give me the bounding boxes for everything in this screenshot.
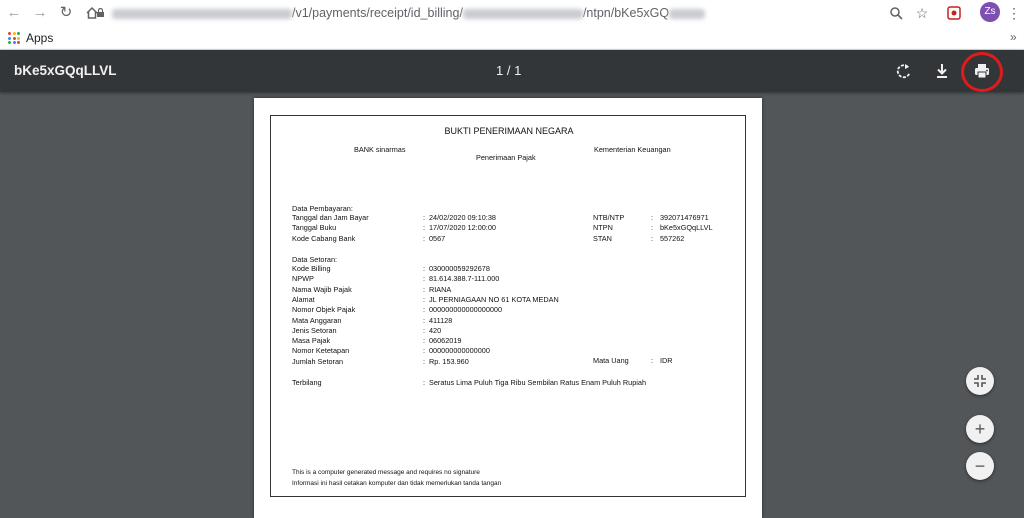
currency-label: Mata Uang bbox=[593, 356, 629, 365]
fit-page-icon bbox=[973, 374, 987, 388]
row-value: 411128 bbox=[429, 315, 453, 325]
row-label: Jenis Setoran bbox=[292, 325, 337, 335]
row-value: 557262 bbox=[660, 233, 685, 243]
terbilang-label: Terbilang bbox=[292, 378, 322, 387]
row-label: Jumlah Setoran bbox=[292, 356, 344, 366]
terbilang-colon: : bbox=[423, 378, 426, 387]
row-value: 000000000000000 bbox=[429, 346, 490, 356]
row-value: 0567 bbox=[429, 233, 446, 243]
apps-icon[interactable] bbox=[8, 32, 20, 44]
row-label: Mata Anggaran bbox=[292, 315, 342, 325]
row-colon: : bbox=[423, 315, 426, 325]
zoom-out-button[interactable]: − bbox=[966, 452, 994, 480]
currency-value: IDR bbox=[660, 356, 673, 365]
rotate-icon[interactable] bbox=[894, 61, 914, 81]
url-path-1: /v1/payments/receipt/id_billing/ bbox=[292, 6, 463, 20]
row-colon: : bbox=[423, 356, 426, 366]
row-colon: : bbox=[651, 213, 654, 222]
row-colon: : bbox=[423, 305, 426, 315]
bookmarks-more-icon[interactable]: » bbox=[1010, 30, 1017, 44]
row-label: NPWP bbox=[292, 274, 314, 284]
row-value: RIANA bbox=[429, 284, 452, 294]
row-value: JL PERNIAGAAN NO 61 KOTA MEDAN bbox=[429, 294, 559, 304]
reload-icon[interactable]: ↻ bbox=[59, 4, 73, 21]
section-payment: Data Pembayaran: bbox=[292, 204, 353, 213]
row-label: Nomor Ketetapan bbox=[292, 346, 350, 356]
forward-icon[interactable]: → bbox=[32, 4, 48, 21]
page-indicator: 1 / 1 bbox=[496, 63, 522, 78]
row-label: Nomor Objek Pajak bbox=[292, 305, 356, 315]
section-deposit: Data Setoran: bbox=[292, 255, 338, 264]
zoom-in-button[interactable]: + bbox=[966, 415, 994, 443]
currency-colon: : bbox=[651, 356, 654, 365]
url-id-blurred bbox=[463, 9, 583, 19]
row-value: 392071476971 bbox=[660, 213, 709, 222]
row-colon: : bbox=[423, 294, 426, 304]
row-colon: : bbox=[423, 336, 426, 346]
row-label: Kode Cabang Bank bbox=[292, 233, 356, 243]
row-colon: : bbox=[651, 233, 654, 243]
fit-page-button[interactable] bbox=[966, 367, 994, 395]
row-value: bKe5xGQqLLVL bbox=[660, 223, 713, 233]
footer-id: Informasi ini hasil cetakan komputer dan tidak memerlukan tanda tangan bbox=[292, 480, 502, 487]
row-value: 06062019 bbox=[429, 336, 462, 346]
pdf-title: bKe5xGQqLLVL bbox=[14, 63, 117, 78]
url-bar[interactable] bbox=[112, 6, 705, 20]
row-value: 000000000000000000 bbox=[429, 305, 503, 315]
print-highlight-circle bbox=[961, 52, 1003, 92]
apps-bookmark[interactable]: Apps bbox=[26, 31, 54, 45]
menu-icon[interactable]: ⋮ bbox=[1007, 5, 1021, 21]
row-label: NTPN bbox=[593, 223, 613, 233]
avatar[interactable]: Zs bbox=[980, 2, 1000, 22]
url-path-2: /ntpn/bKe5xGQ bbox=[582, 6, 670, 20]
receipt-title: BUKTI PENERIMAAN NEGARA bbox=[444, 126, 574, 136]
extension-icon[interactable] bbox=[944, 3, 964, 23]
row-colon: : bbox=[423, 213, 426, 222]
pdf-page bbox=[254, 98, 762, 518]
row-value: 81.614.388.7-111.000 bbox=[429, 274, 500, 284]
ministry-name: Kementerian Keuangan bbox=[594, 145, 671, 154]
row-label: Alamat bbox=[292, 294, 315, 304]
url-host-blurred bbox=[112, 9, 292, 19]
row-value: 030000059292678 bbox=[429, 264, 490, 273]
receipt-subtitle: Penerimaan Pajak bbox=[476, 153, 536, 162]
back-icon[interactable]: ← bbox=[6, 4, 22, 21]
row-label: Tanggal Buku bbox=[292, 223, 337, 233]
row-colon: : bbox=[423, 346, 426, 356]
bank-name: BANK sinarmas bbox=[354, 145, 406, 154]
row-value: Rp. 153.960 bbox=[429, 356, 469, 366]
row-label: Tanggal dan Jam Bayar bbox=[292, 213, 369, 222]
row-colon: : bbox=[423, 325, 426, 335]
row-label: Nama Wajib Pajak bbox=[292, 284, 352, 294]
footer-en: This is a computer generated message and requires no signature bbox=[292, 469, 480, 476]
address-row bbox=[0, 0, 1024, 26]
row-colon: : bbox=[423, 274, 426, 284]
row-label: STAN bbox=[593, 233, 612, 243]
row-label: Kode Billing bbox=[292, 264, 331, 273]
row-colon: : bbox=[423, 223, 426, 233]
bookmarks-bar bbox=[0, 26, 1024, 50]
terbilang-value: Seratus Lima Puluh Tiga Ribu Sembilan Ratus Enam Puluh Rupiah bbox=[429, 378, 647, 387]
row-colon: : bbox=[651, 223, 654, 233]
zoom-icon[interactable] bbox=[886, 3, 906, 23]
row-label: NTB/NTP bbox=[593, 213, 625, 222]
row-colon: : bbox=[423, 233, 426, 243]
pdf-toolbar bbox=[0, 50, 1024, 92]
lock-icon[interactable] bbox=[96, 8, 105, 17]
row-colon: : bbox=[423, 264, 426, 273]
row-value: 420 bbox=[429, 325, 442, 335]
url-tail-blurred bbox=[669, 9, 705, 19]
row-colon: : bbox=[423, 284, 426, 294]
row-label: Masa Pajak bbox=[292, 336, 331, 346]
row-value: 17/07/2020 12:00:00 bbox=[429, 223, 496, 233]
receipt-box bbox=[270, 115, 746, 497]
star-icon[interactable]: ☆ bbox=[915, 5, 929, 21]
row-value: 24/02/2020 09:10:38 bbox=[429, 213, 496, 222]
download-icon[interactable] bbox=[932, 61, 952, 81]
browser-chrome bbox=[0, 0, 1024, 50]
